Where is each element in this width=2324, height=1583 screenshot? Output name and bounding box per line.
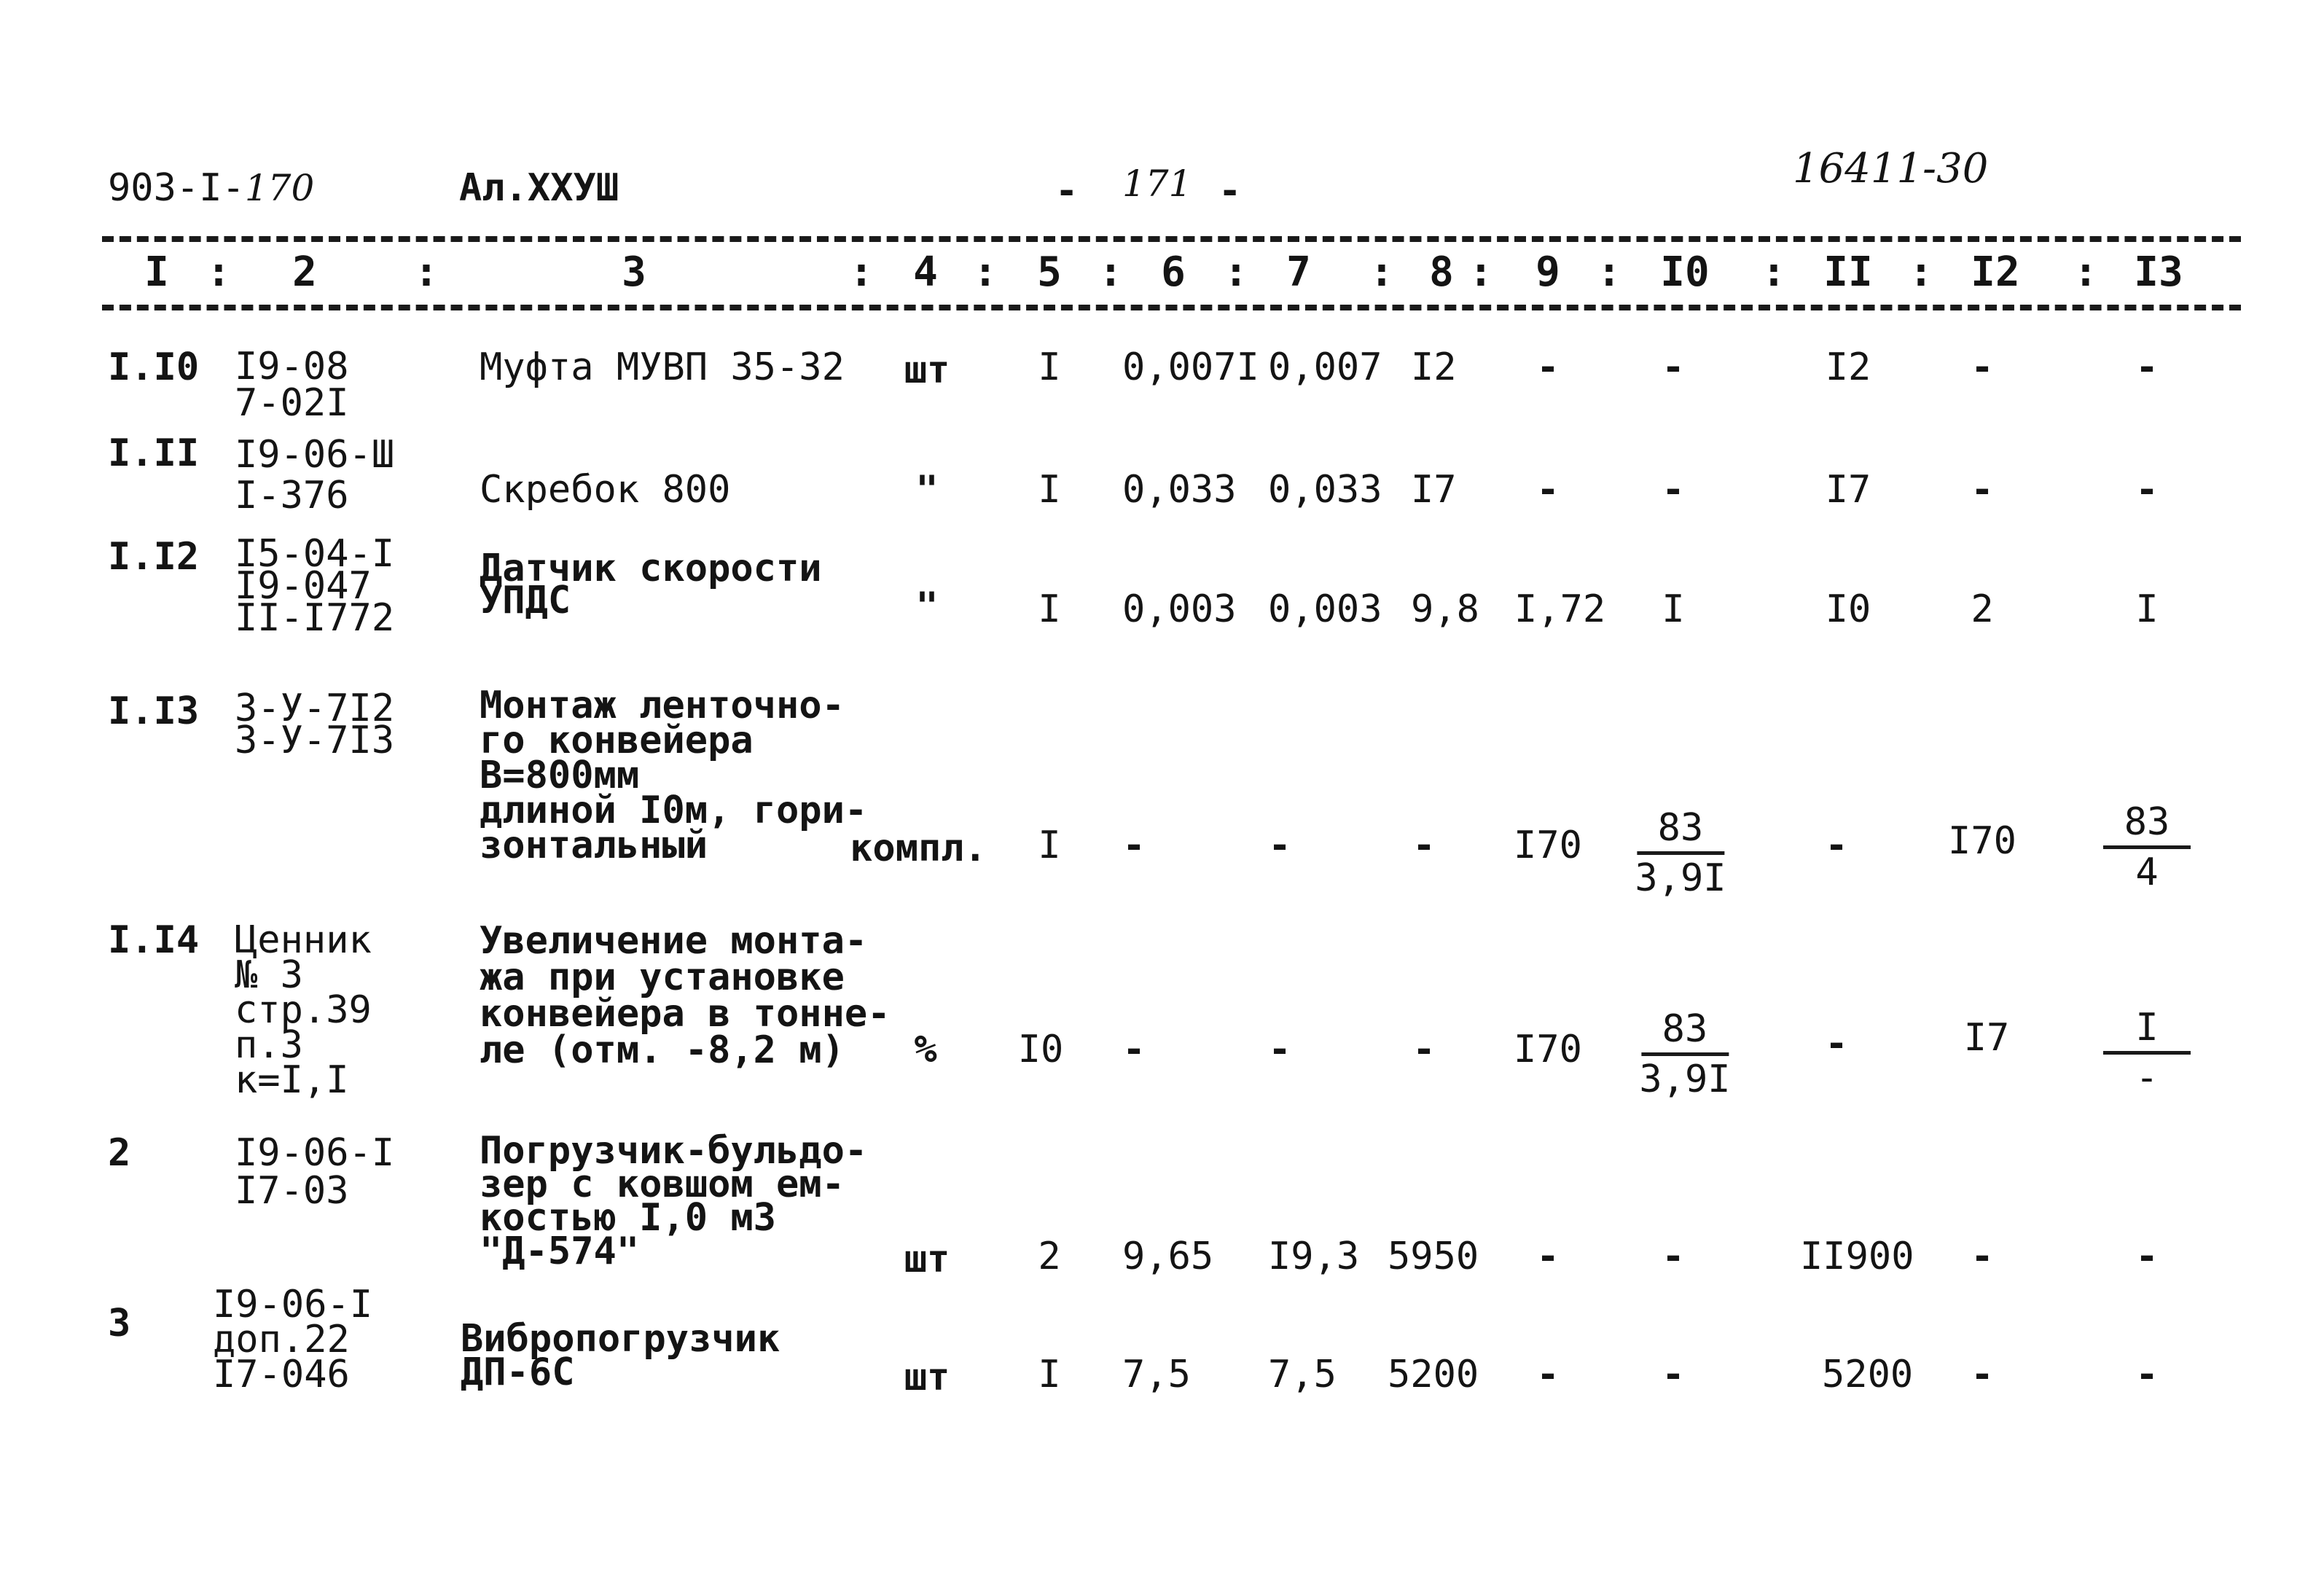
- cell-description: Муфта МУВП 35-32: [480, 345, 845, 389]
- cell-description: Вибропогрузчик ДП-6С: [461, 1317, 780, 1394]
- cell-item-number: 3: [108, 1302, 131, 1345]
- cell-norm-reference: I9-06-I I7-03: [235, 1131, 395, 1213]
- cell-col-8: 5200: [1388, 1353, 1479, 1396]
- cell-col-12: 2: [1971, 587, 1994, 631]
- column-separator: :: [1468, 249, 1493, 296]
- cell-col-6: 9,65: [1122, 1235, 1214, 1278]
- column-header-8: 8: [1429, 249, 1454, 296]
- album-label: Ал.XXУШ: [459, 166, 619, 210]
- cell-quantity: I: [1038, 1353, 1061, 1396]
- cell-col-13: -: [2135, 1235, 2159, 1278]
- cell-col-11: I0: [1825, 587, 1871, 631]
- column-separator: :: [1369, 249, 1394, 296]
- cell-quantity: I0: [1017, 1028, 1064, 1071]
- cell-col-10: -: [1662, 345, 1685, 389]
- cell-col-8: -: [1412, 824, 1436, 867]
- column-separator: :: [1761, 249, 1786, 296]
- fraction-numerator: 83: [2124, 800, 2170, 844]
- document-code: [108, 166, 315, 210]
- page-dash-left: -: [1055, 169, 1079, 213]
- cell-item-number: I.I3: [108, 689, 200, 733]
- fraction-denominator: 4: [2135, 851, 2159, 894]
- cell-col-6: -: [1122, 1028, 1146, 1071]
- column-header-7: 7: [1286, 249, 1311, 296]
- column-header-9: 9: [1535, 249, 1560, 296]
- page-number: 171: [1122, 163, 1192, 205]
- fraction-bar: [2103, 845, 2191, 849]
- column-header-12: I2: [1971, 249, 2020, 296]
- cell-col-13: -: [2135, 468, 2159, 512]
- cell-col-10: -: [1662, 1235, 1685, 1278]
- column-header-3: 3: [622, 249, 646, 296]
- fraction-bar: [1637, 851, 1724, 855]
- cell-norm-reference: I5-04-I I9-047 II-I772: [235, 532, 395, 640]
- cell-col-7: -: [1268, 1028, 1291, 1071]
- cell-col-13-fraction: [2103, 802, 2191, 893]
- column-separator: :: [1098, 249, 1123, 296]
- cell-description: Датчик скорости УПДС: [480, 547, 822, 622]
- fraction-bar: [2103, 1051, 2191, 1055]
- cell-col-11: -: [1825, 1022, 1848, 1066]
- cell-unit: ": [915, 585, 939, 628]
- column-header-6: 6: [1161, 249, 1186, 296]
- column-header-11: II: [1823, 249, 1873, 296]
- cell-col-12: I70: [1948, 819, 2016, 863]
- cell-col-7: 0,003: [1268, 587, 1382, 631]
- cell-col-8: 9,8: [1411, 587, 1479, 631]
- cell-col-7: 0,007: [1268, 345, 1382, 389]
- fraction-numerator: 83: [1662, 1007, 1708, 1051]
- cell-description: Монтаж ленточно- го конвейера B=800мм длиной I0м, гори- зонтальный: [480, 684, 868, 867]
- cell-col-11: -: [1825, 824, 1848, 867]
- cell-description: Скребок 800: [480, 468, 731, 512]
- cell-col-13: -: [2135, 1353, 2159, 1396]
- cell-quantity: 2: [1038, 1235, 1061, 1278]
- page-dash-right: -: [1218, 169, 1242, 213]
- cell-col-12: I7: [1963, 1016, 2010, 1060]
- column-header-2: 2: [292, 249, 317, 296]
- cell-col-8: I7: [1411, 468, 1457, 512]
- cell-col-8: 5950: [1388, 1235, 1479, 1278]
- cell-col-11: I7: [1825, 468, 1871, 512]
- cell-col-9: -: [1536, 345, 1560, 389]
- column-separator: :: [2073, 249, 2098, 296]
- cell-col-9: I70: [1514, 824, 1582, 867]
- cell-col-7: -: [1268, 824, 1291, 867]
- cell-col-10-fraction: [1636, 1009, 1733, 1100]
- column-separator: :: [1909, 249, 1933, 296]
- column-header-5: 5: [1037, 249, 1062, 296]
- column-separator: :: [206, 249, 231, 296]
- cell-col-11: I2: [1825, 345, 1871, 389]
- handwritten-reference: 16411-30: [1793, 145, 1989, 192]
- cell-quantity: I: [1038, 587, 1061, 631]
- column-separator: :: [1597, 249, 1621, 296]
- cell-col-11: 5200: [1822, 1353, 1914, 1396]
- fraction-numerator: I: [2135, 1006, 2159, 1050]
- cell-item-number: 2: [108, 1131, 131, 1175]
- header-rule-top: [102, 236, 2241, 242]
- cell-col-6: -: [1122, 824, 1146, 867]
- fraction-numerator: 83: [1657, 806, 1704, 850]
- cell-col-12: -: [1971, 468, 1994, 512]
- column-separator: :: [973, 249, 998, 296]
- column-separator: :: [849, 249, 874, 296]
- column-separator: :: [1224, 249, 1248, 296]
- cell-col-9: I70: [1514, 1028, 1582, 1071]
- document-code-typed: 903-I-: [108, 166, 245, 210]
- cell-col-8: I2: [1411, 345, 1457, 389]
- cell-col-6: 0,033: [1122, 468, 1237, 512]
- fraction-bar: [1641, 1052, 1729, 1056]
- fraction-denominator: 3,9I: [1639, 1058, 1731, 1101]
- cell-col-7: 0,033: [1268, 468, 1382, 512]
- cell-item-number: I.I2: [108, 535, 200, 579]
- cell-col-10: -: [1662, 468, 1685, 512]
- cell-norm-reference: 3-У-7I2 3-У-7I3: [235, 687, 395, 762]
- cell-col-9: I,72: [1514, 587, 1606, 631]
- cell-unit: шт: [904, 1238, 950, 1281]
- cell-col-12: -: [1971, 1353, 1994, 1396]
- cell-col-12: -: [1971, 1235, 1994, 1278]
- fraction-denominator: -: [2135, 1056, 2159, 1100]
- cell-col-6: 7,5: [1122, 1353, 1191, 1396]
- cell-col-9: -: [1536, 1235, 1560, 1278]
- cell-unit: шт: [904, 1356, 950, 1399]
- cell-item-number: I.I0: [108, 345, 200, 389]
- cell-item-number: I.II: [108, 431, 200, 475]
- column-header-1: I: [144, 249, 169, 296]
- cell-col-12: -: [1971, 345, 1994, 389]
- header-rule-bottom: [102, 305, 2241, 310]
- cell-item-number: I.I4: [108, 918, 200, 962]
- cell-col-10-fraction: [1632, 808, 1729, 899]
- fraction-denominator: 3,9I: [1635, 856, 1726, 900]
- cell-description: Погрузчик-бульдо- зер с ковшом ем- костью I,0 м3 "Д-574": [480, 1129, 868, 1273]
- cell-col-6: 0,007I: [1122, 345, 1259, 389]
- cell-norm-reference: Ценник № 3 стр.39 п.3 к=I,I: [235, 918, 372, 1102]
- cell-unit: ": [915, 468, 939, 512]
- cell-col-9: -: [1536, 1353, 1560, 1396]
- cell-norm-reference: I9-08 7-02I: [235, 345, 349, 425]
- cell-norm-reference: I9-06-Ш I-376: [235, 433, 395, 517]
- column-separator: :: [414, 249, 439, 296]
- cell-col-7: 7,5: [1268, 1353, 1337, 1396]
- cell-unit: %: [914, 1028, 937, 1071]
- cell-col-9: -: [1536, 468, 1560, 512]
- cell-quantity: I: [1038, 345, 1061, 389]
- cell-col-10: -: [1662, 1353, 1685, 1396]
- cell-col-6: 0,003: [1122, 587, 1237, 631]
- cell-quantity: I: [1038, 824, 1061, 867]
- cell-description: Увеличение монта- жа при установке конвейера в тонне- ле (отм. -8,2 м): [480, 919, 891, 1072]
- document-code-handwritten: 170: [244, 167, 315, 209]
- cell-unit: шт: [904, 348, 950, 392]
- cell-col-7: I9,3: [1268, 1235, 1360, 1278]
- column-header-13: I3: [2134, 249, 2183, 296]
- cell-col-13-fraction: [2103, 1007, 2191, 1098]
- cell-col-10: I: [1662, 587, 1685, 631]
- cell-unit: компл.: [850, 826, 987, 870]
- cell-col-13: -: [2135, 345, 2159, 389]
- column-header-10: I0: [1660, 249, 1710, 296]
- cell-col-13: I: [2135, 587, 2159, 631]
- cell-col-11: II900: [1800, 1235, 1914, 1278]
- cell-col-8: -: [1412, 1028, 1436, 1071]
- cell-norm-reference: I9-06-I доп.22 I7-046: [213, 1283, 373, 1396]
- cell-quantity: I: [1038, 468, 1061, 512]
- column-header-4: 4: [913, 249, 938, 296]
